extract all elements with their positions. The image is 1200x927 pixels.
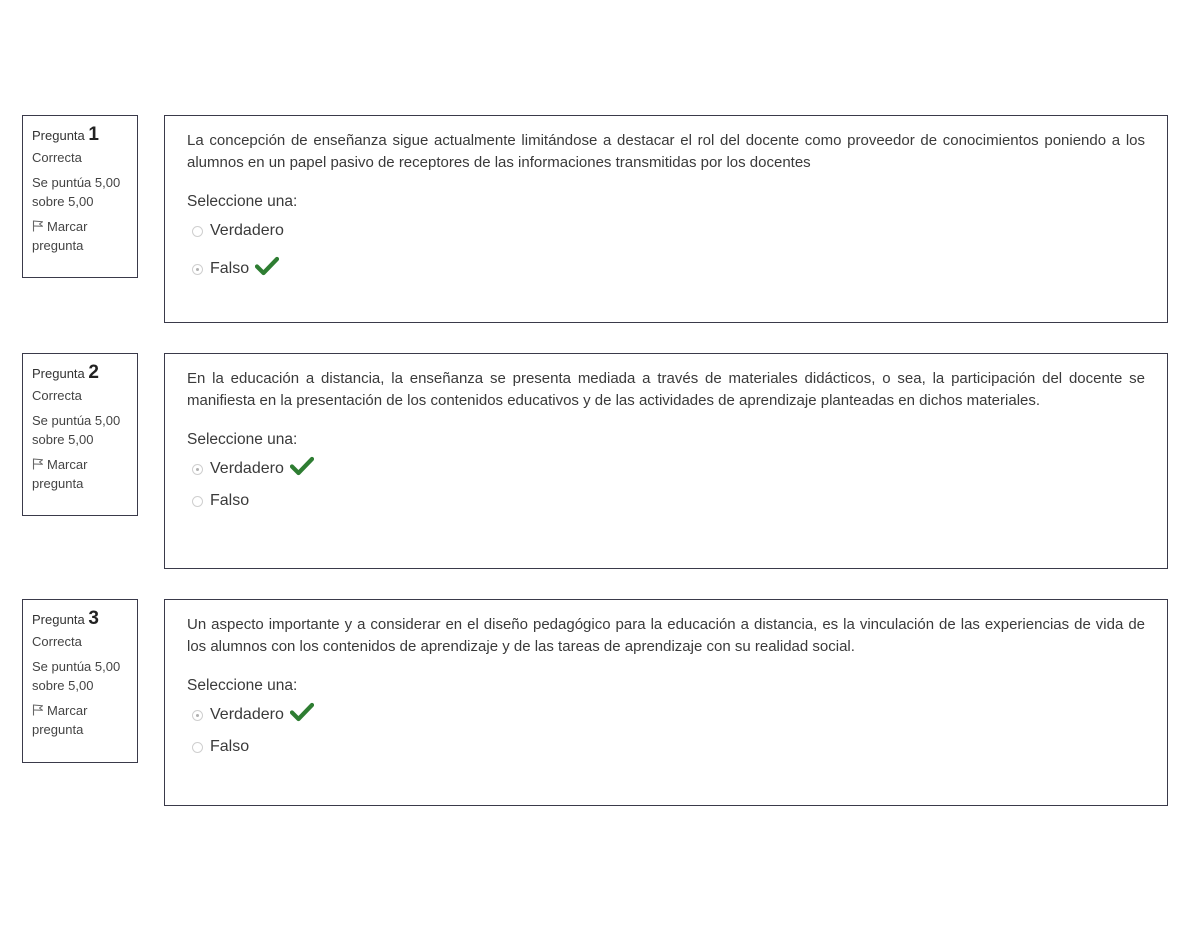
radio-button[interactable] — [192, 742, 203, 753]
question-grade: Se puntúa 5,00 sobre 5,00 — [32, 659, 121, 693]
flag-icon — [32, 458, 44, 470]
question-number-value: 2 — [88, 362, 99, 383]
question-state: Correcta — [32, 150, 82, 165]
answer-option-falso[interactable] — [192, 253, 1145, 285]
radio-button[interactable] — [192, 496, 203, 507]
question-info — [22, 115, 138, 278]
answer-option-falso[interactable] — [192, 485, 1145, 517]
radio-button-selected[interactable] — [192, 264, 203, 275]
question-text: Un aspecto importante y a considerar en el diseño pedagógico para la educación a distancia, es la vinculación de las experiencias de vida de los alumnos con los contenidos de aprendizaje y de las tareas de aprendizaje con su realidad social. — [187, 616, 1145, 655]
radio-button-selected[interactable] — [192, 710, 203, 721]
flag-question-link[interactable] — [32, 217, 131, 255]
check-icon — [290, 702, 314, 722]
answer-options — [187, 699, 1145, 763]
option-label: Verdadero — [210, 222, 284, 239]
question-number — [32, 124, 131, 147]
check-icon — [255, 256, 279, 276]
question-number — [32, 608, 131, 631]
flag-question-link[interactable] — [32, 701, 131, 739]
option-label: Verdadero — [210, 460, 284, 477]
option-label: Verdadero — [210, 706, 284, 723]
question-grade: Se puntúa 5,00 sobre 5,00 — [32, 175, 121, 209]
question-state: Correcta — [32, 634, 82, 649]
radio-button[interactable] — [192, 226, 203, 237]
answer-option-falso[interactable] — [192, 731, 1145, 763]
answer-options — [187, 215, 1145, 285]
answer-prompt: Seleccione una: — [187, 193, 298, 210]
answer-option-verdadero[interactable] — [192, 699, 1145, 731]
question-label: Pregunta — [32, 128, 85, 143]
flag-question-label: Marcar pregunta — [32, 457, 88, 491]
question-number-value: 3 — [88, 608, 99, 629]
option-label: Falso — [210, 492, 250, 509]
answer-prompt: Seleccione una: — [187, 677, 298, 694]
question-number-value: 1 — [88, 124, 99, 145]
answer-options — [187, 453, 1145, 517]
option-label: Falso — [210, 738, 250, 755]
question-text: La concepción de enseñanza sigue actualmente limitándose a destacar el rol del docente como proveedor de conocimientos poniendo a los alumnos en un papel pasivo de receptores de las informaciones transmitidas por los docentes — [187, 132, 1145, 171]
question-content — [164, 599, 1168, 806]
flag-question-label: Marcar pregunta — [32, 703, 88, 737]
answer-option-verdadero[interactable] — [192, 215, 1145, 247]
flag-icon — [32, 704, 44, 716]
answer-option-verdadero[interactable] — [192, 453, 1145, 485]
question-info — [22, 353, 138, 516]
question-label: Pregunta — [32, 366, 85, 381]
question-state: Correcta — [32, 388, 82, 403]
question-label: Pregunta — [32, 612, 85, 627]
question-content — [164, 115, 1168, 323]
flag-icon — [32, 220, 44, 232]
flag-question-label: Marcar pregunta — [32, 219, 88, 253]
question-text: En la educación a distancia, la enseñanza se presenta mediada a través de materiales didácticos, o sea, la participación del docente se manifiesta en la presentación de los contenidos educativos y de las actividades de aprendizaje planteadas en dichos materiales. — [187, 370, 1145, 409]
answer-prompt: Seleccione una: — [187, 431, 298, 448]
flag-question-link[interactable] — [32, 455, 131, 493]
question-info — [22, 599, 138, 763]
question-content — [164, 353, 1168, 569]
radio-button-selected[interactable] — [192, 464, 203, 475]
question-grade: Se puntúa 5,00 sobre 5,00 — [32, 413, 121, 447]
option-label: Falso — [210, 260, 250, 277]
question-number — [32, 362, 131, 385]
check-icon — [290, 456, 314, 476]
